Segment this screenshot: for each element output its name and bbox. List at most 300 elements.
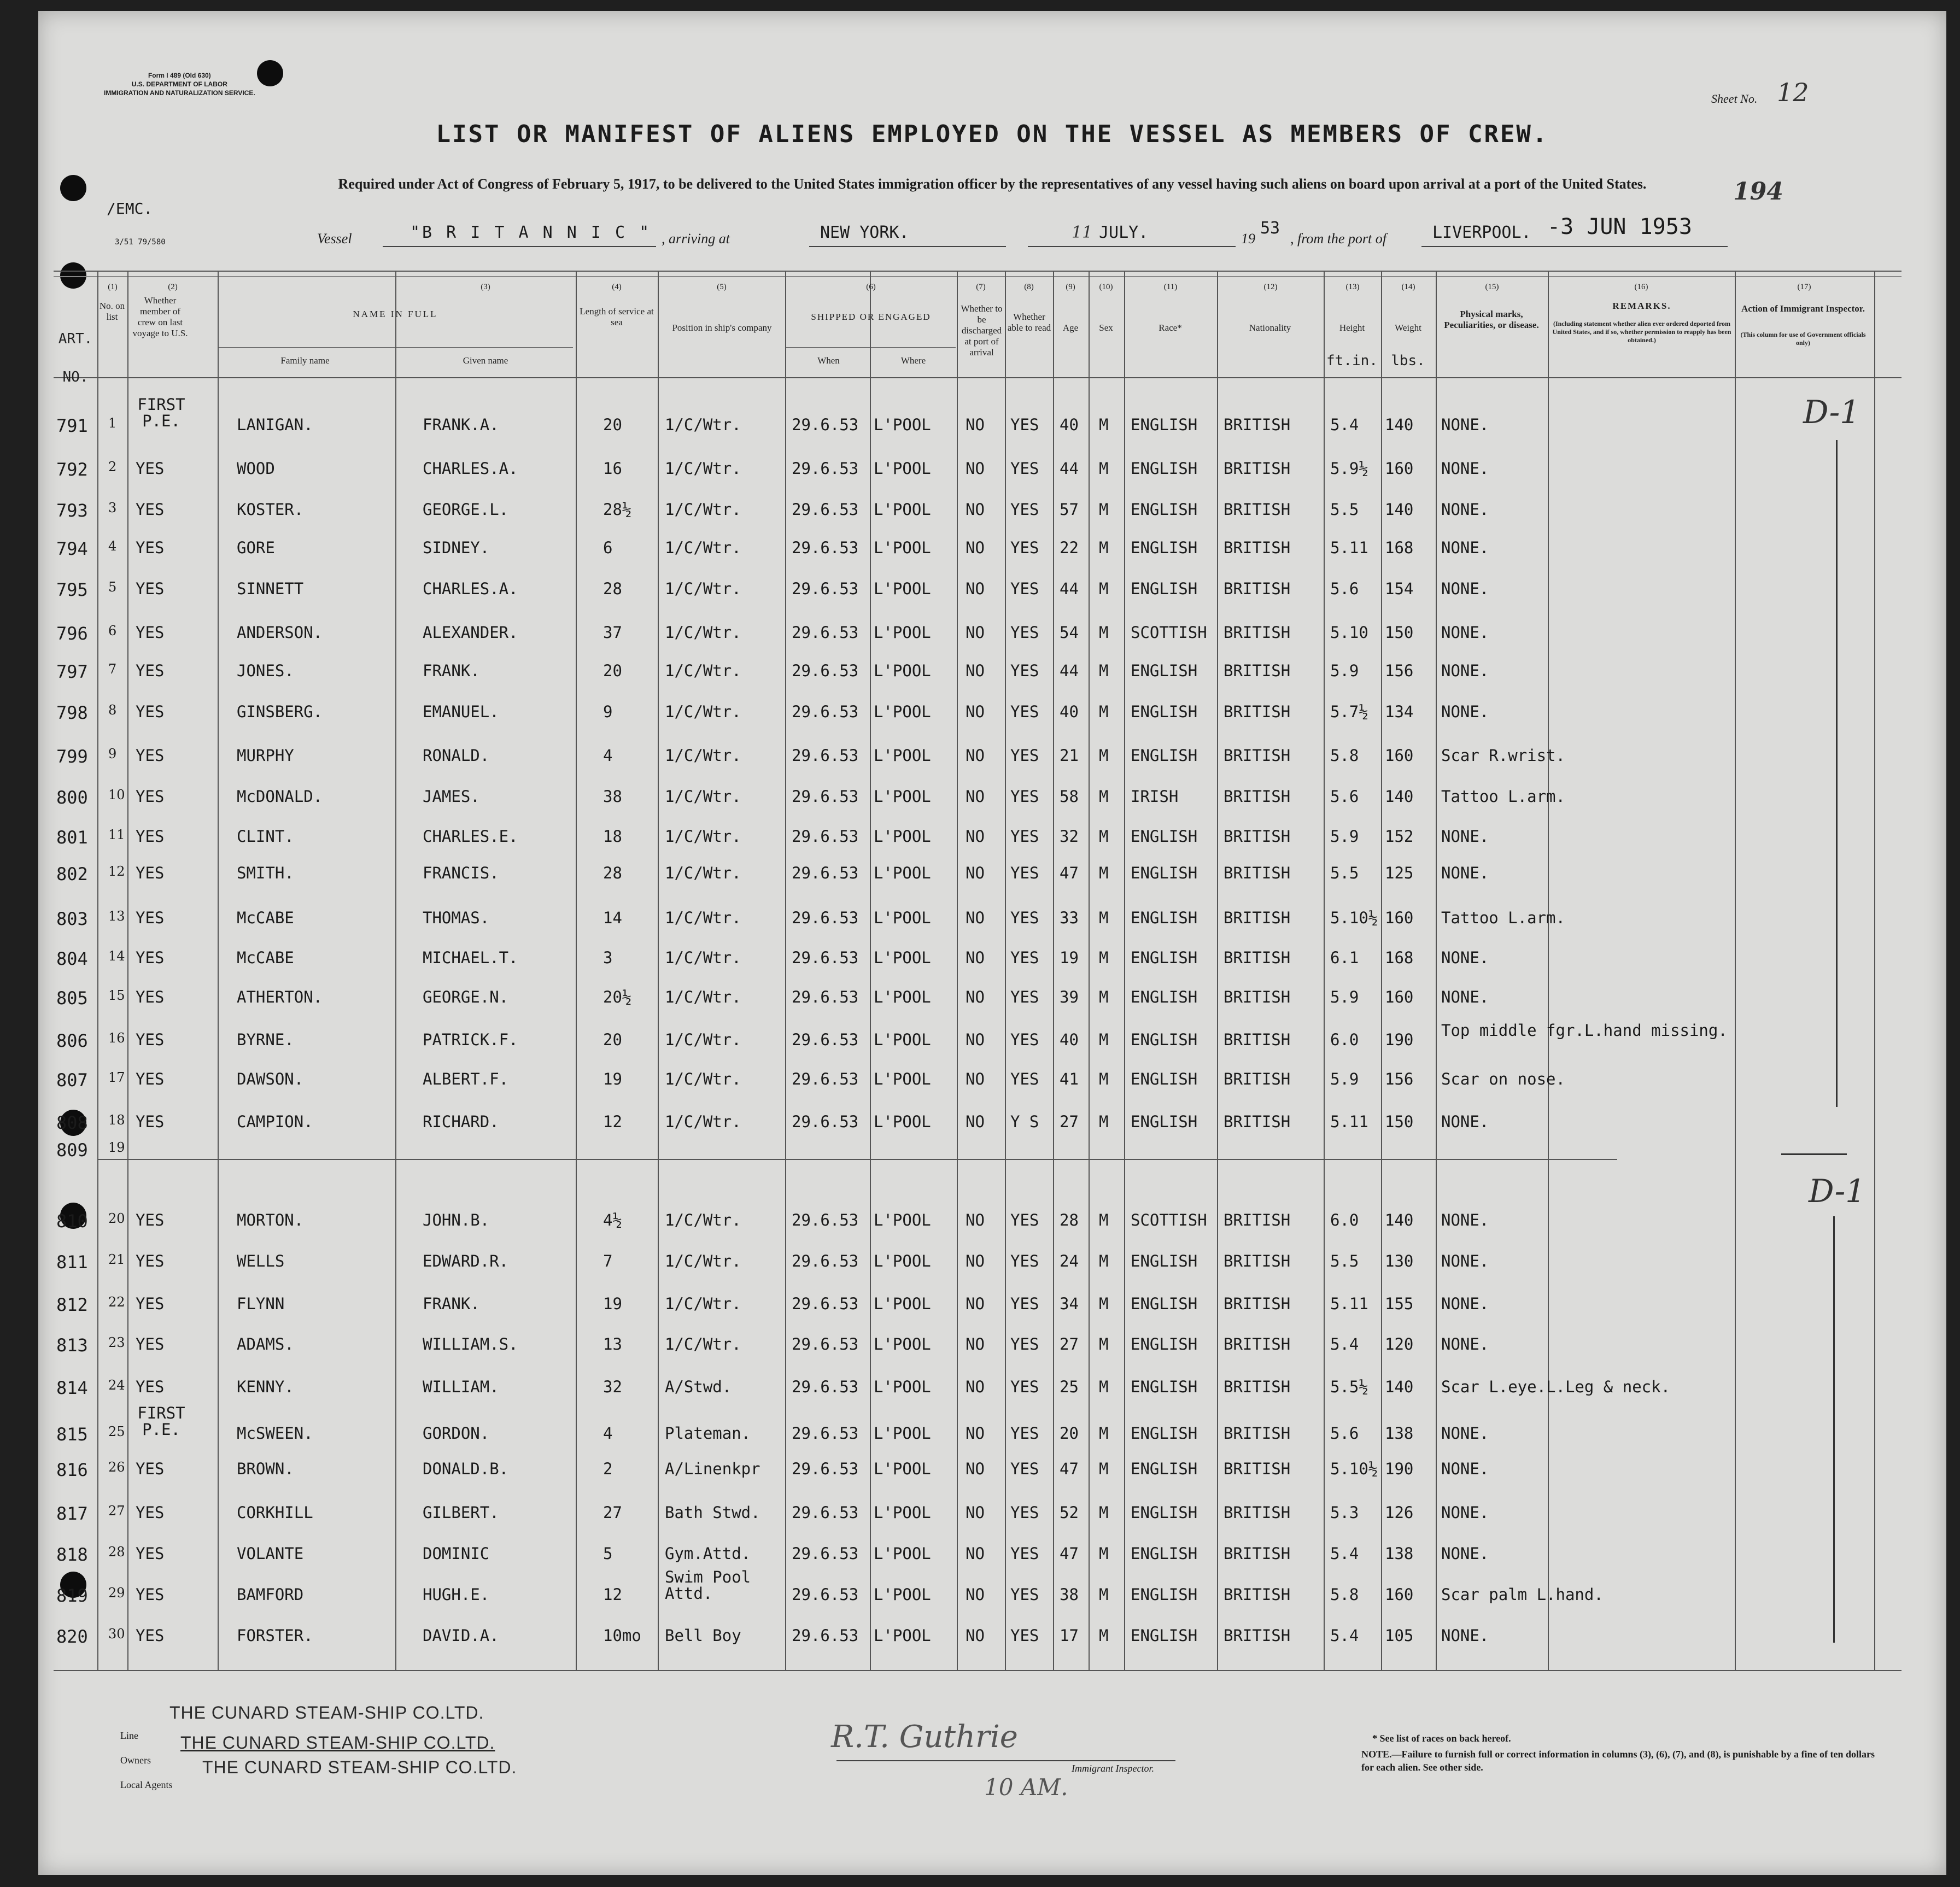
list-number: 16 — [108, 1030, 125, 1046]
given-name: CHARLES.A. — [423, 579, 518, 598]
service-length: 9 — [603, 702, 613, 721]
sex: M — [1099, 538, 1109, 557]
race: SCOTTISH — [1131, 1211, 1207, 1229]
race: ENGLISH — [1131, 579, 1198, 598]
race: ENGLISH — [1131, 746, 1198, 765]
list-number: 22 — [108, 1294, 125, 1310]
column-divider — [218, 271, 219, 1670]
given-name: GEORGE.L. — [423, 500, 509, 519]
nationality: BRITISH — [1224, 988, 1291, 1006]
shipped-date: 29.6.53 — [792, 1252, 859, 1270]
list-number: 27 — [108, 1503, 125, 1519]
discharged: NO — [966, 746, 985, 765]
service-length: 3 — [603, 948, 613, 967]
art-number: 794 — [56, 538, 88, 559]
shipped-place: L'POOL — [874, 661, 931, 680]
family-name: BAMFORD — [237, 1585, 304, 1604]
weight: 140 — [1385, 1378, 1414, 1396]
header-age: Age — [1062, 323, 1079, 333]
height: 5.9½ — [1330, 459, 1368, 478]
shipped-date: 29.6.53 — [792, 1460, 859, 1478]
nationality: BRITISH — [1224, 1294, 1291, 1313]
discharged: NO — [966, 1252, 985, 1270]
column-divider — [658, 271, 659, 1670]
position: 1/C/Wtr. — [665, 787, 741, 806]
shipped-date: 29.6.53 — [792, 1544, 859, 1563]
header-col5: Position in ship's company — [672, 323, 772, 333]
art-number: 816 — [56, 1460, 88, 1480]
crew-status: YES — [136, 1378, 165, 1396]
column-divider — [1874, 271, 1875, 1670]
physical-marks: NONE. — [1441, 500, 1489, 519]
height: 5.10½ — [1330, 1460, 1378, 1478]
discharged: NO — [966, 1294, 985, 1313]
arrival-month: JULY. — [1099, 223, 1149, 242]
list-number: 10 — [108, 787, 125, 802]
signature-line — [836, 1760, 1175, 1761]
age: 52 — [1060, 1503, 1079, 1522]
shipped-place: L'POOL — [874, 579, 931, 598]
discharged: NO — [966, 661, 985, 680]
race: ENGLISH — [1131, 1503, 1198, 1522]
discharged: NO — [966, 623, 985, 642]
crew-status: YES — [136, 864, 165, 882]
able-to-read: YES — [1010, 1626, 1039, 1645]
position: Swim Pool Attd. — [665, 1568, 751, 1603]
crew-status: YES — [136, 623, 165, 642]
height: 5.5 — [1330, 1252, 1359, 1270]
crew-status: YES — [136, 948, 165, 967]
service-length: 4½ — [603, 1211, 622, 1229]
nationality: BRITISH — [1224, 1424, 1291, 1443]
service-length: 2 — [603, 1460, 613, 1478]
crew-status: YES — [136, 1070, 165, 1088]
divider — [97, 1159, 1617, 1160]
height: 5.4 — [1330, 1544, 1359, 1563]
column-number: (11) — [1163, 283, 1178, 291]
physical-marks: Tattoo L.arm. — [1441, 909, 1565, 927]
list-number: 23 — [108, 1335, 125, 1350]
given-name: CHARLES.E. — [423, 827, 518, 846]
sex: M — [1099, 1626, 1109, 1645]
art-number: 800 — [56, 787, 88, 808]
art-number: 793 — [56, 500, 88, 521]
service-length: 4 — [603, 746, 613, 765]
shipped-date: 29.6.53 — [792, 1112, 859, 1131]
service-length: 12 — [603, 1112, 622, 1131]
departure-port: LIVERPOOL. — [1432, 223, 1531, 242]
sex: M — [1099, 1544, 1109, 1563]
given-name: HUGH.E. — [423, 1585, 490, 1604]
list-number: 26 — [108, 1460, 125, 1475]
art-number: 798 — [56, 702, 88, 723]
art-number: 805 — [56, 988, 88, 1009]
service-length: 20 — [603, 415, 622, 434]
header-col4: Length of service at sea — [580, 306, 654, 327]
physical-marks: Top middle fgr.L.hand missing. — [1441, 1021, 1728, 1040]
crew-status: YES — [136, 1335, 165, 1353]
given-name: FRANK.A. — [423, 415, 499, 434]
weight: 140 — [1385, 500, 1414, 519]
position: Plateman. — [665, 1424, 751, 1443]
race: ENGLISH — [1131, 661, 1198, 680]
column-divider — [957, 271, 958, 1670]
race: ENGLISH — [1131, 1252, 1198, 1270]
weight: 168 — [1385, 538, 1414, 557]
able-to-read: YES — [1010, 1252, 1039, 1270]
discharged: NO — [966, 827, 985, 846]
family-name: McCABE — [237, 948, 294, 967]
column-divider — [1735, 271, 1736, 1670]
header-family-name: Family name — [280, 355, 330, 366]
bracket-line — [1833, 1216, 1835, 1643]
physical-marks: NONE. — [1441, 415, 1489, 434]
age: 27 — [1060, 1112, 1079, 1131]
discharged: NO — [966, 1030, 985, 1049]
column-number: (16) — [1634, 283, 1648, 291]
race: ENGLISH — [1131, 702, 1198, 721]
discharged: NO — [966, 1424, 985, 1443]
weight: 134 — [1385, 702, 1414, 721]
able-to-read: YES — [1010, 1211, 1039, 1229]
service-length: 20 — [603, 661, 622, 680]
given-name: FRANK. — [423, 661, 480, 680]
list-number: 12 — [108, 864, 125, 879]
height: 5.5 — [1330, 864, 1359, 882]
sex: M — [1099, 1070, 1109, 1088]
nationality: BRITISH — [1224, 623, 1291, 642]
discharged: NO — [966, 702, 985, 721]
height: 5.11 — [1330, 1294, 1368, 1313]
nationality: BRITISH — [1224, 1378, 1291, 1396]
given-name: RONALD. — [423, 746, 490, 765]
age: 44 — [1060, 579, 1079, 598]
sex: M — [1099, 1460, 1109, 1478]
physical-marks: NONE. — [1441, 1503, 1489, 1522]
family-name: FLYNN — [237, 1294, 285, 1313]
list-number: 3 — [108, 500, 117, 515]
agents-label: Local Agents — [120, 1779, 173, 1790]
header-col16-note: (Including statement whether alien ever ordered deported from United States, and if so, whether permission to reapply has been obtained.) — [1552, 320, 1731, 344]
weight: 190 — [1385, 1460, 1414, 1478]
emc-code: /EMC. — [107, 200, 153, 218]
list-number: 25 — [108, 1424, 125, 1439]
discharged: NO — [966, 538, 985, 557]
service-length: 16 — [603, 459, 622, 478]
family-name: DAWSON. — [237, 1070, 304, 1088]
weight: 150 — [1385, 1112, 1414, 1131]
header-col3: NAME IN FULL — [353, 309, 438, 319]
header-col7: Whether to be discharged at port of arrival — [961, 303, 1003, 358]
given-name: WILLIAM. — [423, 1378, 499, 1396]
list-number: 1 — [108, 415, 117, 431]
able-to-read: YES — [1010, 909, 1039, 927]
column-divider — [1381, 271, 1382, 1670]
service-length: 6 — [603, 538, 613, 557]
able-to-read: YES — [1010, 864, 1039, 882]
sex: M — [1099, 787, 1109, 806]
race: ENGLISH — [1131, 1460, 1198, 1478]
physical-marks: NONE. — [1441, 579, 1489, 598]
position: 1/C/Wtr. — [665, 661, 741, 680]
discharged: NO — [966, 415, 985, 434]
sex: M — [1099, 1112, 1109, 1131]
age: 19 — [1060, 948, 1079, 967]
header-col1: No. on list — [99, 301, 125, 322]
family-name: CORKHILL — [237, 1503, 313, 1522]
discharged: NO — [966, 1378, 985, 1396]
header-col17: Action of Immigrant Inspector. — [1741, 303, 1865, 314]
header-col17-note: (This column for use of Government officials only) — [1740, 331, 1866, 347]
discharged: NO — [966, 1112, 985, 1131]
height: 6.0 — [1330, 1211, 1359, 1229]
able-to-read: YES — [1010, 1030, 1039, 1049]
crew-status: YES — [136, 500, 165, 519]
given-name: FRANCIS. — [423, 864, 499, 882]
art-number: 791 — [56, 415, 88, 436]
divider — [54, 276, 1902, 277]
given-name: EDWARD.R. — [423, 1252, 509, 1270]
discharged: NO — [966, 579, 985, 598]
age: 57 — [1060, 500, 1079, 519]
shipped-place: L'POOL — [874, 787, 931, 806]
shipped-place: L'POOL — [874, 1544, 931, 1563]
art-number: 808 — [56, 1112, 88, 1133]
able-to-read: YES — [1010, 827, 1039, 846]
crew-status: YES — [136, 1626, 165, 1645]
age: 34 — [1060, 1294, 1079, 1313]
family-name: GORE — [237, 538, 275, 557]
column-number: (1) — [108, 283, 118, 291]
able-to-read: YES — [1010, 500, 1039, 519]
shipped-date: 29.6.53 — [792, 988, 859, 1006]
nationality: BRITISH — [1224, 1070, 1291, 1088]
column-divider — [127, 271, 128, 1670]
age: 41 — [1060, 1070, 1079, 1088]
shipped-place: L'POOL — [874, 1378, 931, 1396]
column-number: (7) — [976, 283, 986, 291]
list-number: 4 — [108, 538, 117, 554]
service-length: 4 — [603, 1424, 613, 1443]
service-length: 10mo — [603, 1626, 641, 1645]
position: 1/C/Wtr. — [665, 988, 741, 1006]
race: ENGLISH — [1131, 1335, 1198, 1353]
race: ENGLISH — [1131, 1112, 1198, 1131]
nationality: BRITISH — [1224, 1211, 1291, 1229]
header-height-unit: ft.in. — [1326, 353, 1378, 369]
family-name: WELLS — [237, 1252, 285, 1270]
given-name: MICHAEL.T. — [423, 948, 518, 967]
nationality: BRITISH — [1224, 661, 1291, 680]
physical-marks: NONE. — [1441, 1211, 1489, 1229]
height: 6.1 — [1330, 948, 1359, 967]
service-length: 14 — [603, 909, 622, 927]
shipped-date: 29.6.53 — [792, 1503, 859, 1522]
nationality: BRITISH — [1224, 1585, 1291, 1604]
position: 1/C/Wtr. — [665, 1070, 741, 1088]
position: 1/C/Wtr. — [665, 415, 741, 434]
art-number: 803 — [56, 909, 88, 929]
family-name: VOLANTE — [237, 1544, 304, 1563]
age: 32 — [1060, 827, 1079, 846]
age: 21 — [1060, 746, 1079, 765]
sheet-number: 12 — [1777, 78, 1809, 107]
height: 5.5½ — [1330, 1378, 1368, 1396]
list-number: 13 — [108, 909, 125, 924]
service-length: 19 — [603, 1070, 622, 1088]
header-weight: Weight — [1395, 323, 1421, 333]
shipped-place: L'POOL — [874, 1070, 931, 1088]
family-name: SINNETT — [237, 579, 304, 598]
given-name: CHARLES.A. — [423, 459, 518, 478]
nationality: BRITISH — [1224, 909, 1291, 927]
shipped-date: 29.6.53 — [792, 746, 859, 765]
given-name: DAVID.A. — [423, 1626, 499, 1645]
column-divider — [785, 271, 786, 1670]
shipped-date: 29.6.53 — [792, 702, 859, 721]
sex: M — [1099, 702, 1109, 721]
position: 1/C/Wtr. — [665, 1335, 741, 1353]
nationality: BRITISH — [1224, 1030, 1291, 1049]
age: 20 — [1060, 1424, 1079, 1443]
subtitle: Required under Act of Congress of February 5, 1917, to be delivered to the United States immigration officer by the representatives of any vessel having such aliens on board upon arrival at a port of the United States. — [338, 176, 1647, 192]
family-name: McCABE — [237, 909, 294, 927]
given-name: JAMES. — [423, 787, 480, 806]
list-number: 9 — [108, 746, 117, 761]
given-name: THOMAS. — [423, 909, 490, 927]
service-length: 18 — [603, 827, 622, 846]
art-number: 801 — [56, 827, 88, 848]
weight: 160 — [1385, 909, 1414, 927]
art-number: 818 — [56, 1544, 88, 1565]
crew-status: YES — [136, 909, 165, 927]
able-to-read: YES — [1010, 1503, 1039, 1522]
sex: M — [1099, 415, 1109, 434]
race: ENGLISH — [1131, 1030, 1198, 1049]
able-to-read: YES — [1010, 1335, 1039, 1353]
shipped-place: L'POOL — [874, 1211, 931, 1229]
art-number: 820 — [56, 1626, 88, 1647]
divider — [1781, 1153, 1847, 1155]
nationality: BRITISH — [1224, 1335, 1291, 1353]
discharged: NO — [966, 909, 985, 927]
weight: 105 — [1385, 1626, 1414, 1645]
owners-stamp: THE CUNARD STEAM-SHIP CO.LTD. — [180, 1733, 495, 1753]
height: 5.9 — [1330, 1070, 1359, 1088]
list-number: 18 — [108, 1112, 125, 1128]
nationality: BRITISH — [1224, 1503, 1291, 1522]
header-col15: Physical marks, Peculiarities, or disease. — [1444, 309, 1539, 330]
art-number: 817 — [56, 1503, 88, 1524]
races-note: * See list of races on back hereof. — [1372, 1733, 1511, 1744]
age: 33 — [1060, 909, 1079, 927]
inspector-label: Immigrant Inspector. — [1072, 1763, 1154, 1774]
art-number: 810 — [56, 1211, 88, 1232]
crew-status: YES — [136, 1503, 165, 1522]
able-to-read: YES — [1010, 1424, 1039, 1443]
weight: 140 — [1385, 1211, 1414, 1229]
age: 17 — [1060, 1626, 1079, 1645]
year-prefix: 19 — [1241, 231, 1255, 247]
weight: 168 — [1385, 948, 1414, 967]
sex: M — [1099, 459, 1109, 478]
shipped-place: L'POOL — [874, 500, 931, 519]
able-to-read: YES — [1010, 1378, 1039, 1396]
service-length: 20 — [603, 1030, 622, 1049]
shipped-place: L'POOL — [874, 746, 931, 765]
age: 44 — [1060, 661, 1079, 680]
column-divider — [1324, 271, 1325, 1670]
inspector-note: D-1 — [1803, 394, 1860, 431]
race: ENGLISH — [1131, 909, 1198, 927]
sex: M — [1099, 746, 1109, 765]
weight: 138 — [1385, 1424, 1414, 1443]
shipped-date: 29.6.53 — [792, 909, 859, 927]
shipped-place: L'POOL — [874, 1112, 931, 1131]
column-divider — [1124, 271, 1125, 1670]
line-label: Line — [120, 1730, 138, 1741]
race: ENGLISH — [1131, 1294, 1198, 1313]
family-name: McDONALD. — [237, 787, 323, 806]
list-number: 21 — [108, 1252, 125, 1267]
able-to-read: YES — [1010, 1460, 1039, 1478]
header-sex: Sex — [1099, 323, 1113, 333]
position: 1/C/Wtr. — [665, 579, 741, 598]
weight: 156 — [1385, 1070, 1414, 1088]
height: 5.6 — [1330, 787, 1359, 806]
discharged: NO — [966, 1211, 985, 1229]
discharged: NO — [966, 1070, 985, 1088]
header-weight-unit: lbs. — [1391, 353, 1425, 369]
shipped-date: 29.6.53 — [792, 579, 859, 598]
nationality: BRITISH — [1224, 746, 1291, 765]
from-label: , from the port of — [1290, 231, 1386, 247]
header-race: Race* — [1159, 323, 1182, 333]
crew-status: YES — [136, 746, 165, 765]
physical-marks: NONE. — [1441, 864, 1489, 882]
service-length: 37 — [603, 623, 622, 642]
shipped-date: 29.6.53 — [792, 1335, 859, 1353]
discharged: NO — [966, 500, 985, 519]
race: SCOTTISH — [1131, 623, 1207, 642]
crew-status: YES — [136, 1585, 165, 1604]
service-length: 38 — [603, 787, 622, 806]
sex: M — [1099, 1030, 1109, 1049]
shipped-place: L'POOL — [874, 415, 931, 434]
column-number: (2) — [168, 283, 178, 291]
column-number: (6) — [866, 283, 876, 291]
sex: M — [1099, 1335, 1109, 1353]
given-name: ALBERT.F. — [423, 1070, 509, 1088]
date-stamp: -3 JUN 1953 — [1547, 214, 1692, 239]
art-number: 812 — [56, 1294, 88, 1315]
crew-status: YES — [136, 579, 165, 598]
weight: 140 — [1385, 787, 1414, 806]
weight: 120 — [1385, 1335, 1414, 1353]
weight: 160 — [1385, 459, 1414, 478]
service-length: 28 — [603, 864, 622, 882]
height: 5.9 — [1330, 988, 1359, 1006]
family-name: KOSTER. — [237, 500, 304, 519]
given-name: PATRICK.F. — [423, 1030, 518, 1049]
discharged: NO — [966, 1460, 985, 1478]
header-given-name: Given name — [463, 355, 508, 366]
age: 47 — [1060, 1460, 1079, 1478]
arrival-time: 10 AM. — [984, 1774, 1068, 1801]
physical-marks: Scar palm L.hand. — [1441, 1585, 1604, 1604]
inspector-signature: R.T. Guthrie — [831, 1719, 1018, 1755]
crew-status: YES — [136, 1294, 165, 1313]
